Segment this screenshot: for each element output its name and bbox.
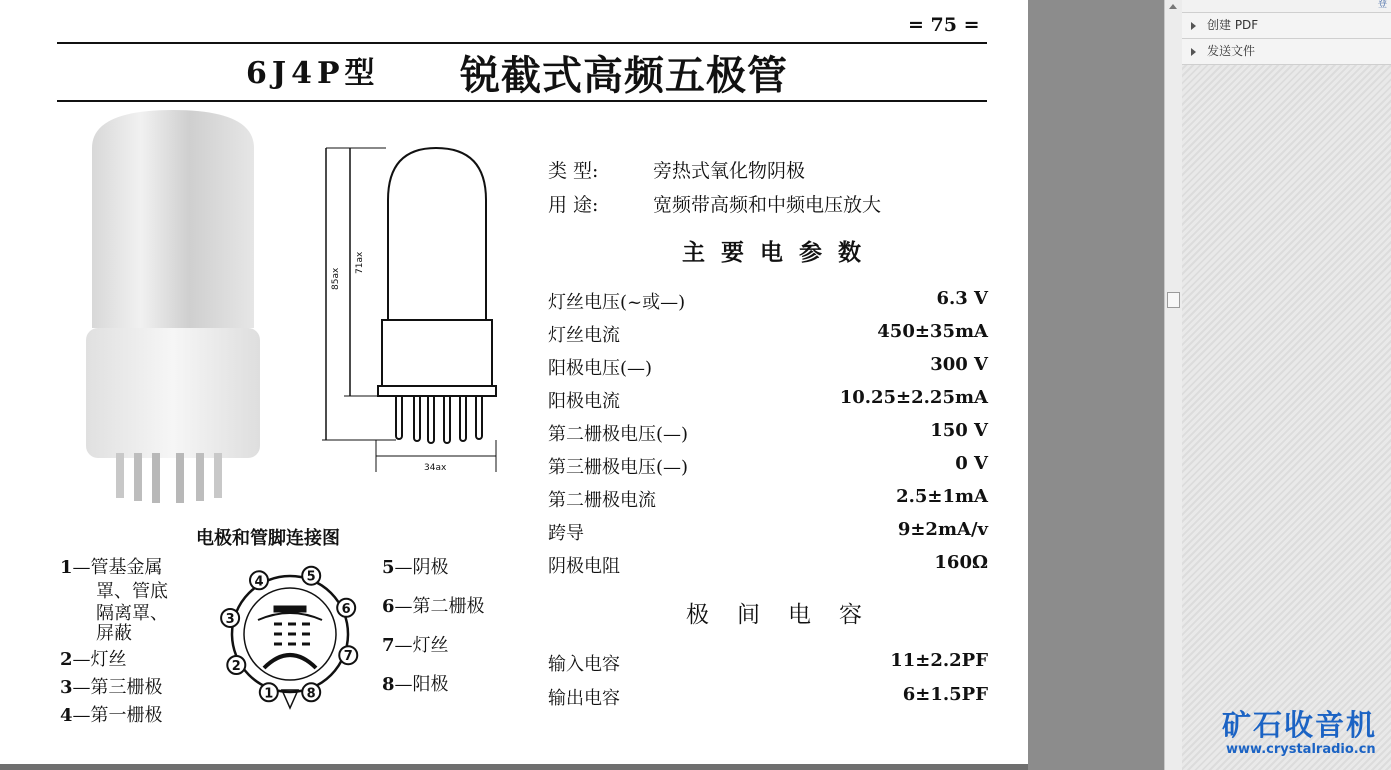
- pin-entry: [382, 634, 449, 658]
- socket-pin-number: 7: [343, 649, 353, 665]
- param-row: [548, 519, 988, 545]
- tube-outline-drawing: [316, 140, 516, 480]
- param-value: 150 V: [930, 420, 988, 441]
- pin-number: 3: [60, 677, 73, 698]
- param-value: 450±35mA: [877, 321, 988, 342]
- pin-number: 7: [382, 635, 395, 656]
- capacitance-row: [548, 650, 988, 676]
- tools-panel: [1182, 0, 1391, 770]
- param-label: 第三栅极电压(—): [548, 457, 689, 478]
- pin-label: —第一栅极: [72, 705, 163, 726]
- param-label: 第二栅极电压(—): [548, 424, 689, 445]
- pin-label: —阴极: [394, 557, 449, 578]
- socket-pin-number: 8: [306, 686, 316, 702]
- dim-seated: 71ax: [355, 251, 365, 274]
- main-params-heading: 主要电参数: [682, 239, 877, 266]
- pin-number: 6: [382, 596, 395, 617]
- pin-number: 4: [60, 705, 73, 726]
- use-line: [548, 190, 881, 217]
- pin-diagram-title: 电极和管脚连接图: [196, 528, 340, 549]
- create-pdf-item[interactable]: [1182, 13, 1391, 39]
- pin-number: 5: [382, 557, 395, 578]
- capacitance-label: 输出电容: [548, 688, 620, 709]
- pin-entry: [60, 676, 163, 700]
- create-pdf-label: 创建 PDF: [1207, 18, 1259, 32]
- pin-connection-diagram: [210, 562, 370, 722]
- pin-entry: [96, 580, 168, 604]
- vertical-scrollbar[interactable]: [1164, 0, 1183, 770]
- param-row: [548, 453, 988, 479]
- pin-label: —第三栅极: [72, 677, 163, 698]
- pin-entry: [382, 595, 485, 619]
- param-value: 160Ω: [934, 552, 988, 573]
- page-number: = 75 =: [908, 14, 980, 36]
- capacitance-heading: 极间电容: [686, 602, 890, 628]
- socket-pin-number: 6: [341, 601, 351, 617]
- pin-label: 罩、管底: [96, 581, 168, 602]
- panel-top-strip: [1182, 0, 1391, 13]
- logo-text: 矿石收音机: [1222, 708, 1378, 742]
- param-label: 阴极电阻: [548, 556, 620, 577]
- type-key: 类 型:: [548, 160, 599, 182]
- param-label: 第二栅极电流: [548, 490, 656, 511]
- tube-model: 6J4P型: [246, 56, 380, 91]
- dim-overall: 85ax: [331, 267, 341, 290]
- param-value: 9±2mA/v: [897, 519, 988, 540]
- tube-photo: [78, 108, 268, 508]
- pin-label: —阳极: [394, 674, 449, 695]
- param-row: [548, 354, 988, 380]
- pin-label: —灯丝: [72, 649, 127, 670]
- capacitance-row: [548, 684, 988, 710]
- bottom-scroll-track[interactable]: [0, 764, 1028, 770]
- pin-entry: [60, 556, 163, 580]
- pin-entry: [60, 648, 127, 672]
- pin-number: 8: [382, 674, 395, 695]
- param-value: 0 V: [955, 453, 988, 474]
- type-value: 旁热式氧化物阴极: [653, 160, 806, 182]
- send-file-label: 发送文件: [1207, 44, 1256, 58]
- expand-triangle-icon: [1191, 22, 1196, 30]
- pin-label: —管基金属: [72, 557, 163, 578]
- capacitance-value: 6±1.5PF: [902, 684, 988, 705]
- param-label: 灯丝电流: [548, 325, 620, 346]
- pin-entry: [382, 556, 449, 580]
- socket-pin-number: 2: [231, 659, 241, 674]
- expand-triangle-icon: [1191, 48, 1196, 56]
- param-label: 跨导: [548, 523, 584, 544]
- use-key: 用 途:: [548, 194, 599, 216]
- param-label: 阳极电压(—): [548, 358, 653, 379]
- logo-url: www.crystalradio.cn: [1226, 742, 1376, 757]
- socket-pin-number: 4: [254, 574, 264, 590]
- param-row: [548, 321, 988, 347]
- pin-entry: [60, 704, 163, 728]
- param-value: 2.5±1mA: [896, 486, 988, 507]
- scroll-thumb[interactable]: [1167, 292, 1180, 308]
- socket-pin-number: 1: [264, 686, 274, 702]
- param-row: [548, 552, 988, 578]
- param-row: [548, 288, 988, 314]
- tube-title: 锐截式高频五极管: [460, 52, 788, 99]
- site-logo: [1222, 708, 1387, 758]
- pin-entry: [96, 622, 132, 646]
- pin-entry: [382, 673, 449, 697]
- capacitance-label: 输入电容: [548, 654, 620, 675]
- use-value: 宽频带高频和中频电压放大: [653, 194, 882, 216]
- param-row: [548, 387, 988, 413]
- dim-diameter: 34ax: [424, 463, 447, 473]
- panel-top-link[interactable]: 登: [1377, 0, 1387, 10]
- pin-number: 2: [60, 649, 73, 670]
- socket-pin-number: 5: [306, 569, 316, 585]
- pin-number: 1: [60, 557, 73, 578]
- param-value: 300 V: [930, 354, 988, 375]
- socket-pin-number: 3: [225, 611, 235, 627]
- pin-label: —第二栅极: [394, 596, 485, 617]
- param-value: 10.25±2.25mA: [839, 387, 988, 408]
- header-rule-bottom: [57, 100, 987, 102]
- pin-label: 屏蔽: [96, 623, 132, 644]
- param-label: 灯丝电压(~或—): [548, 292, 686, 313]
- param-row: [548, 420, 988, 446]
- pin-label: —灯丝: [394, 635, 449, 656]
- param-row: [548, 486, 988, 512]
- scroll-up-arrow-icon[interactable]: [1169, 4, 1177, 9]
- send-file-item[interactable]: [1182, 39, 1391, 65]
- param-value: 6.3 V: [936, 288, 988, 309]
- viewer-gutter: [1028, 0, 1164, 770]
- capacitance-value: 11±2.2PF: [890, 650, 988, 671]
- type-line: [548, 156, 805, 183]
- param-label: 阳极电流: [548, 391, 620, 412]
- pin-label: 隔离罩、: [96, 603, 168, 624]
